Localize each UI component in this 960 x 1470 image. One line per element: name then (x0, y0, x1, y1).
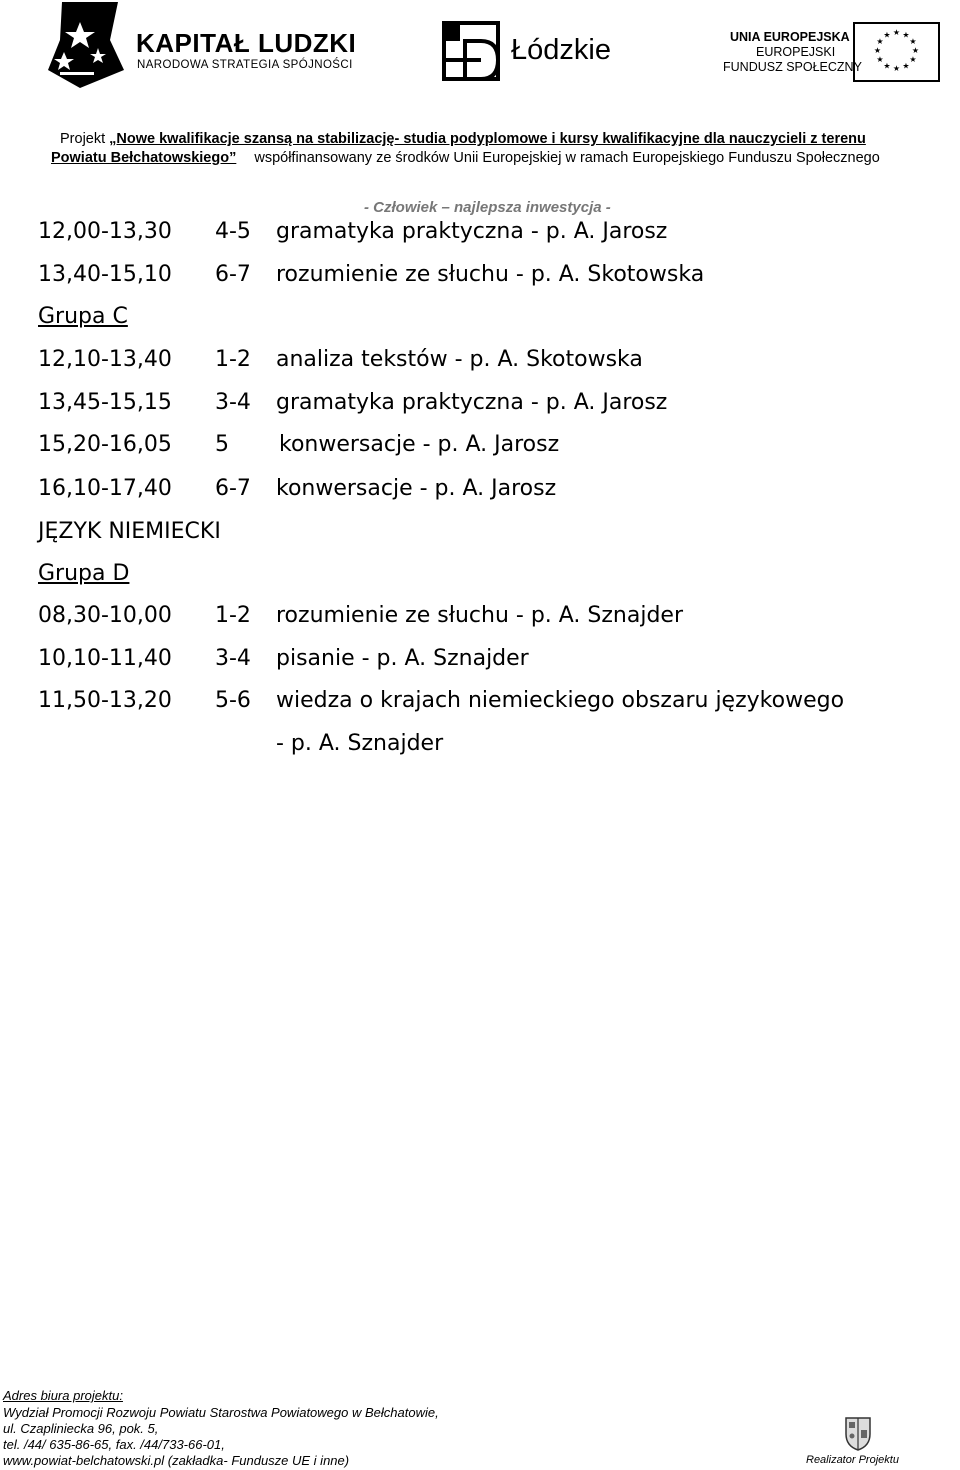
svg-text:★: ★ (883, 30, 891, 40)
row-description: konwersacje - p. A. Jarosz (276, 476, 557, 501)
project-title: „Nowe kwalifikacje szansą na stabilizację- studia podyplomowe i kursy kwalifikacyjne dla nauczycieli z terenu (109, 131, 866, 147)
language-heading: JĘZYK NIEMIECKI (38, 519, 221, 544)
row-time: 10,10-11,40 (38, 646, 172, 671)
row-time: 12,10-13,40 (38, 347, 172, 372)
project-prefix: Projekt (60, 131, 106, 147)
row-description: - p. A. Sznajder (276, 731, 444, 756)
eu-flag-icon (853, 22, 940, 82)
lodzkie-emblem-icon (441, 20, 501, 82)
svg-text:★: ★ (911, 46, 920, 55)
svg-text:★: ★ (876, 37, 884, 46)
group-d-heading: Grupa D (38, 561, 130, 586)
lodzkie-label: Łódzkie (511, 34, 611, 66)
row-slots: 1-2 (215, 347, 251, 372)
row-time: 12,00-13,30 (38, 219, 172, 244)
group-c-heading: Grupa C (38, 304, 128, 329)
row-time: 13,40-15,10 (38, 262, 172, 287)
svg-text:★: ★ (902, 30, 910, 40)
row-description: konwersacje - p. A. Jarosz (279, 432, 560, 457)
coat-of-arms-icon (843, 1416, 873, 1452)
svg-text:★: ★ (892, 28, 901, 37)
row-time: 15,20-16,05 (38, 432, 172, 457)
eu-line1: UNIA EUROPEJSKA (730, 30, 850, 44)
row-time: 08,30-10,00 (38, 603, 172, 628)
address-line-1: Wydział Promocji Rozwoju Powiatu Starostwa Powiatowego w Bełchatowie, (3, 1405, 439, 1420)
row-time: 11,50-13,20 (38, 688, 172, 713)
kapital-ludzki-emblem-icon (40, 0, 130, 90)
eu-line2: EUROPEJSKI (756, 45, 836, 59)
row-slots: 3-4 (215, 390, 251, 415)
lodzkie-logo (441, 20, 631, 82)
row-time: 13,45-15,15 (38, 390, 172, 415)
row-description: pisanie - p. A. Sznajder (276, 646, 529, 671)
svg-text:★: ★ (909, 37, 917, 46)
row-slots: 6-7 (215, 476, 251, 501)
address-line-2: ul. Czapliniecka 96, pok. 5, (3, 1421, 159, 1436)
cofinance-text: współfinansowany ze środków Unii Europejskiej w ramach Europejskiego Funduszu Społecznego (254, 150, 880, 166)
row-slots: 5 (215, 432, 229, 457)
realizator-label: Realizator Projektu (806, 1454, 899, 1466)
svg-text:★: ★ (902, 61, 910, 71)
eu-line3: FUNDUSZ SPOŁECZNY (723, 60, 862, 74)
row-description: wiedza o krajach niemieckiego obszaru językowego (276, 688, 845, 713)
address-label: Adres biura projektu: (3, 1388, 123, 1403)
project-line-1 (60, 131, 866, 147)
project-line-2 (51, 150, 880, 166)
row-description: rozumienie ze słuchu - p. A. Sznajder (276, 603, 684, 628)
row-slots: 1-2 (215, 603, 251, 628)
row-slots: 3-4 (215, 646, 251, 671)
row-description: gramatyka praktyczna - p. A. Jarosz (276, 390, 668, 415)
address-website[interactable]: www.powiat-belchatowski.pl (zakładka- Fundusze UE i inne) (3, 1453, 350, 1468)
address-line-3: tel. /44/ 635-86-65, fax. /44/733-66-01, (3, 1437, 225, 1452)
row-description: rozumienie ze słuchu - p. A. Skotowska (276, 262, 705, 287)
svg-text:★: ★ (892, 64, 901, 73)
svg-text:★: ★ (883, 61, 891, 71)
row-time: 16,10-17,40 (38, 476, 172, 501)
svg-text:★: ★ (909, 55, 917, 64)
project-title-cont: Powiatu Bełchatowskiego” (51, 150, 237, 166)
kapital-ludzki-logo (40, 0, 357, 90)
row-slots: 6-7 (215, 262, 251, 287)
eu-logo (722, 22, 942, 82)
svg-text:★: ★ (876, 55, 884, 64)
row-slots: 4-5 (215, 219, 251, 244)
motto: - Człowiek – najlepsza inwestycja - (364, 199, 611, 216)
kl-title: KAPITAŁ LUDZKI (136, 28, 357, 58)
row-description: gramatyka praktyczna - p. A. Jarosz (276, 219, 668, 244)
row-description: analiza tekstów - p. A. Skotowska (276, 347, 643, 372)
row-slots: 5-6 (215, 688, 251, 713)
svg-text:★: ★ (873, 46, 882, 55)
kl-subtitle: NARODOWA STRATEGIA SPÓJNOŚCI (137, 59, 353, 71)
